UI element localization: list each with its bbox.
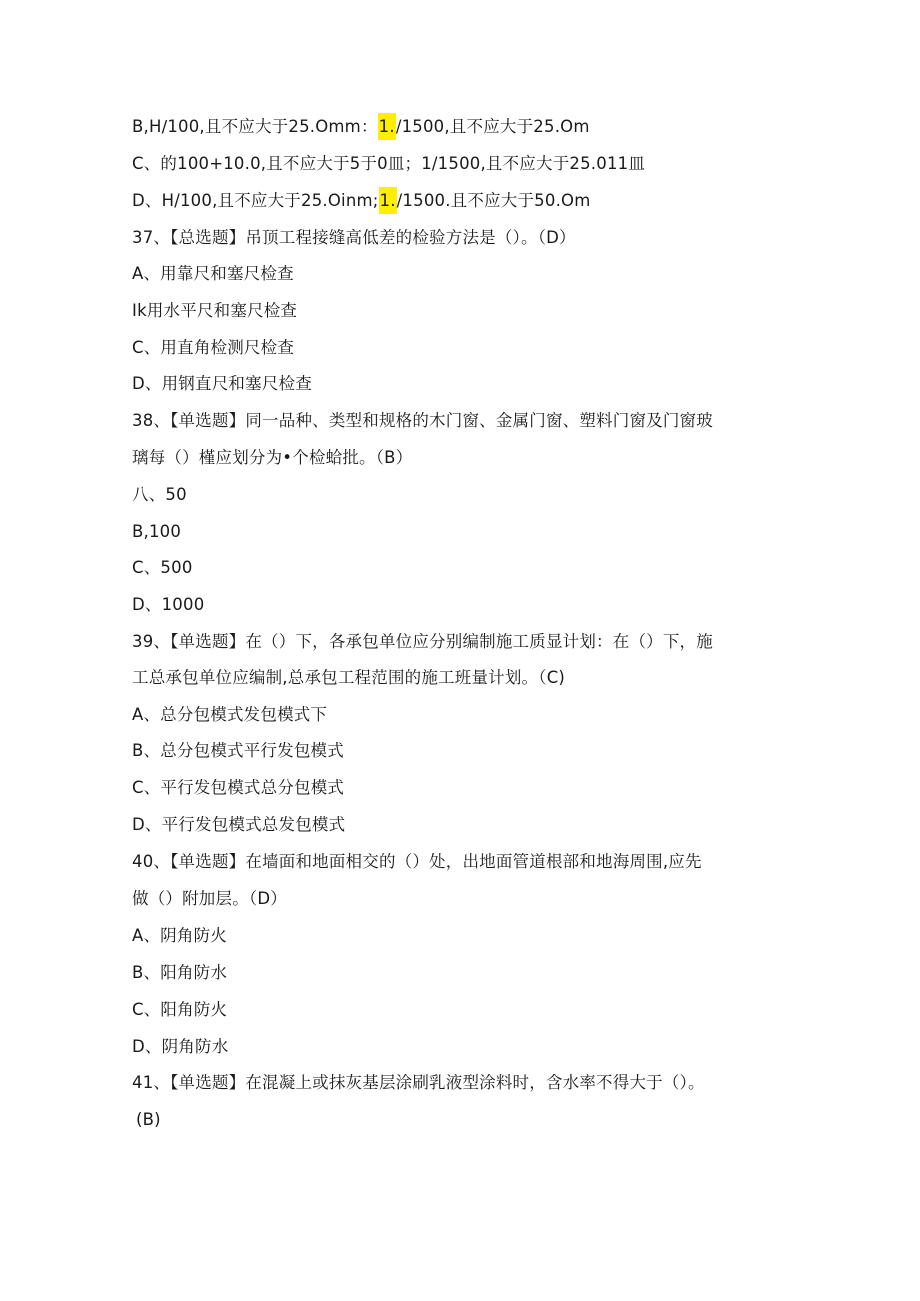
question-40-line-1: 40、【单选题】在墙面和地面相交的（）处，出地面管道根部和地海周围,应先 (132, 852, 702, 871)
q39-option-b: B、总分包模式平行发包模式 (132, 741, 344, 760)
q37-option-d: D、用钢直尺和塞尺检查 (132, 374, 312, 393)
option-line-c-previous: C、的100+10.0,且不应大于5于0皿；1/1500,且不应大于25.011皿 (132, 154, 646, 173)
q38-option-c: C、500 (132, 558, 193, 577)
q39-option-d: D、平行发包模式总发包模式 (132, 815, 346, 834)
q40-option-c: C、阳角防火 (132, 1000, 228, 1019)
highlight-mark: 1. (378, 113, 396, 140)
q38-option-a: 八、50 (132, 485, 187, 504)
q37-option-c: C、用直角检测尺检查 (132, 338, 295, 357)
option-line-b-previous: B,H∕100,且不应大于25.Omm：1./1500,且不应大于25.Om (132, 116, 590, 138)
question-37: 37、【总选题】吊顶工程接缝高低差的检验方法是（）。（D） (132, 228, 576, 247)
q39-option-c: C、平行发包模式总分包模式 (132, 778, 345, 797)
question-41-line-1: 41、【单选题】在混凝上或抹灰基层涂刷乳液型涂料时，含水率不得大于（）。 (132, 1073, 705, 1092)
question-38-line-2: 璃每（）槿应划分为•个检蛤批。（B） (132, 448, 413, 467)
question-39-line-1: 39、【单选题】在（）下，各承包单位应分别编制施工质显计划：在（）下，施 (132, 632, 713, 651)
highlight-mark: 1. (379, 187, 397, 214)
question-38-line-1: 38、【单选题】同一品种、类型和规格的木门窗、金属门窗、塑料门窗及门窗玻 (132, 411, 713, 430)
q40-option-b: B、阳角防水 (132, 963, 228, 982)
q38-option-d: D、1000 (132, 595, 205, 614)
q40-option-a: A、阴角防火 (132, 926, 227, 945)
q40-option-d: D、阴角防水 (132, 1037, 229, 1056)
question-41-answer: (B) (136, 1110, 161, 1129)
q39-option-a: A、总分包模式发包模式下 (132, 705, 328, 724)
q38-option-b: B,100 (132, 522, 182, 541)
question-39-line-2: 工总承包单位应编制,总承包工程范围的施工班量计划。（C) (132, 668, 566, 687)
q37-option-b: Ik用水平尺和塞尺检查 (132, 301, 298, 320)
q37-option-a: A、用靠尺和塞尺检查 (132, 264, 294, 283)
option-line-d-previous: D、H/100,且不应大于25.Oinm;1./1500.且不应大于50.Om (132, 190, 590, 212)
question-40-line-2: 做（）附加层。（D） (132, 889, 287, 908)
